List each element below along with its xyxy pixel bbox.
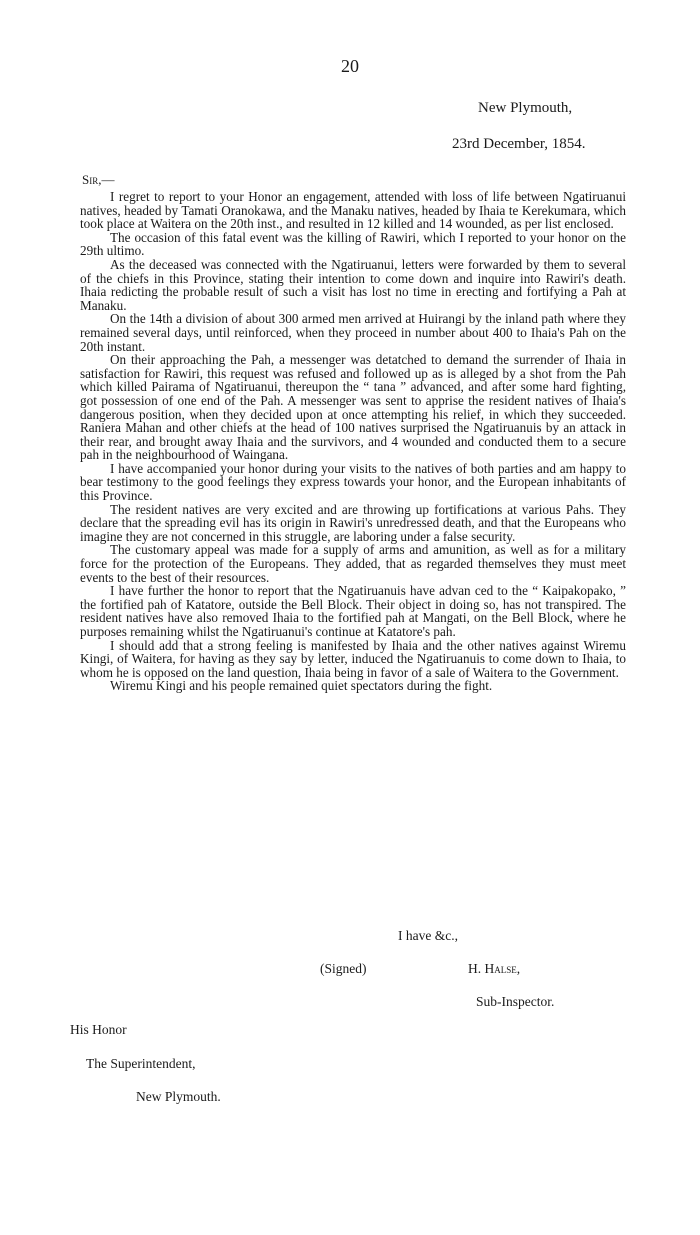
letter-date: 23rd December, 1854. bbox=[452, 136, 586, 152]
paragraph-spectators: Wiremu Kingi and his people remained quiet spectators during the fight. bbox=[110, 678, 493, 694]
page-number: 20 bbox=[341, 56, 359, 76]
paragraph-approach: On their approaching the Pah, a messenger was detatched to demand the surrender of Ihaia in satisfaction for Rawiri, this request was refused and followed up as is alleged by a shot from the Pah which killed Pairama of Ngatiruanui, thereupon the “ tana ” advanced, and after some hard fighting, got possession of one end of the Pah. A messenger was sent to apprise the resident natives of Ihaia's dangerous position, when they decided upon at once attempting his relief, in which they succeeded. Raniera Mahan and other chiefs at the head of 100 natives surprised the Ngatiruanuis by an attack in their rear, and brought away Ihaia and the survivors, and 4 wounded and conducted them to a secure pah in the neighbourhood of Waingana. bbox=[80, 352, 626, 463]
letter-body bbox=[80, 190, 626, 693]
addressee-line-1: His Honor bbox=[70, 1022, 127, 1037]
paragraph-fortifications: The resident natives are very excited and are throwing up fortifications at various Pahs. They declare that the spreading evil has its origin in Rawiri's unredressed death, and that the Europeans who imagine they are not concerned in this struggle, are laboring under a false security. bbox=[80, 501, 626, 544]
paragraph-feeling: I should add that a strong feeling is manifested by Ihaia and the other natives against Wiremu Kingi, of Waitera, for having as they say by letter, induced the Ngatiruanuis to come down to Ihaia, to whom he is opposed on the land question, Ihaia being in favor of a sale of Waitera to the Government. bbox=[80, 637, 626, 680]
addressee-line-3: New Plymouth. bbox=[136, 1089, 221, 1104]
signer-name: H. Halse, bbox=[468, 961, 521, 976]
paragraph-testimony: I have accompanied your honor during your visits to the natives of both parties and am happy to bear testimony to the good feelings they express towards your honor, and the European inhabitants of this Province. bbox=[80, 460, 626, 504]
paragraph-engagement: I regret to report to your Honor an engagement, attended with loss of life between Ngatiruanui natives, headed by Tamati Oranokawa, and the Manaku natives, headed by Ihaia te Kerekumara, which took place at Waitera on the 20th inst., and resulted in 12 killed and 14 wounded, as per list enclosed. bbox=[80, 189, 626, 232]
salutation: Sir,— bbox=[82, 172, 115, 187]
paragraph-appeal: The customary appeal was made for a supply of arms and amunition, as well as for a military force for the protection of the Europeans. They added, that as regarded themselves they must meet events to the best of their resources. bbox=[80, 542, 626, 585]
paragraph-occasion: The occasion of this fatal event was the killing of Rawiri, which I reported to your honor on the 29th ultimo. bbox=[80, 229, 626, 259]
letter-place: New Plymouth, bbox=[478, 100, 573, 116]
paragraph-division: On the 14th a division of about 300 armed men arrived at Huirangi by the inland path where they remained several days, until reinforced, when they proceed in number about 400 to Ihaia's Pah on the 20th instant. bbox=[80, 311, 626, 354]
signed-note: (Signed) bbox=[320, 961, 367, 976]
signer-title: Sub-Inspector. bbox=[476, 994, 555, 1009]
paragraph-letters: As the deceased was connected with the Ngatiruanui, letters were forwarded by them to several of the chiefs in this Province, stating their intention to come down and inquire into Rawiri's death. Ihaia redicting the probable result of such a visit has lost no time in erecting and fortifying a Pah at Manaku. bbox=[80, 256, 626, 313]
closing: I have &c., bbox=[398, 928, 458, 943]
paragraph-advance: I have further the honor to report that the Ngatiruanuis have advan ced to the “ Kaipakopako, ” the fortified pah of Katatore, outside the Bell Block. Their object in doing so, has not transpired. The resident natives have also removed Ihaia to the fortified pah at Mangati, on the Bell Block, where he purposes remaining whilst the Ngatiruanui's continue at Katatore's pah. bbox=[80, 583, 626, 639]
addressee-line-2: The Superintendent, bbox=[86, 1056, 196, 1071]
